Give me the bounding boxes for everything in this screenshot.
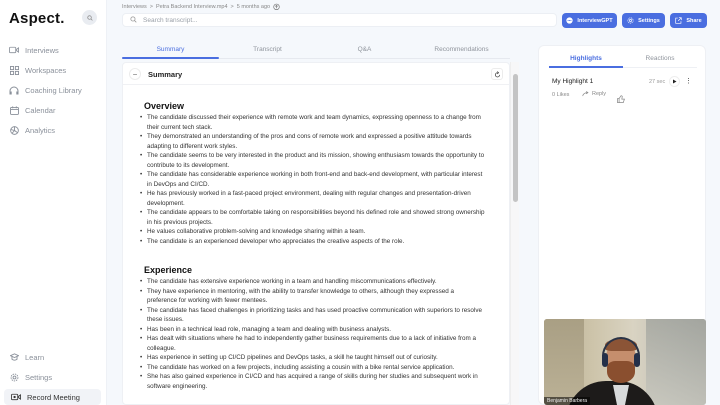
- reply-label: Reply: [592, 91, 607, 97]
- main-tabs: [122, 42, 510, 59]
- list-item: • He has previously worked in a fast-paced project environment, dealing with regular changes and presentation-driven development.: [140, 189, 485, 208]
- breadcrumb-file[interactable]: Petra Backend Interview.mp4: [155, 3, 228, 10]
- collapse-button[interactable]: [129, 68, 141, 80]
- summary-card: [122, 62, 510, 405]
- transcript-search: [122, 13, 557, 27]
- reply-button[interactable]: [582, 91, 606, 97]
- sidebar-item-label: Calendar: [25, 105, 56, 115]
- cloud-upload-icon[interactable]: [273, 3, 280, 10]
- gear-icon: [627, 17, 634, 24]
- minus-icon: −: [132, 69, 138, 79]
- search-icon: [130, 16, 138, 24]
- app-logo: Aspect.: [9, 10, 65, 27]
- list-item: • They demonstrated an understanding of the pros and cons of remote work and expressed a positive attitude towards adapting to different work styles.: [140, 132, 485, 151]
- search-input[interactable]: [143, 17, 543, 24]
- sidebar: [0, 0, 107, 405]
- breadcrumb-separator: >: [149, 3, 153, 10]
- play-icon: [672, 79, 677, 84]
- list-item: • Has been in a technical lead role, managing a team and dealing with business analysts.: [140, 325, 485, 335]
- list-item: • The candidate has considerable experience working in both front-end and back-end development, with particular interest in DevOps and CI/CD.: [140, 170, 485, 189]
- record-icon: [11, 392, 21, 402]
- sidebar-item-label: Learn: [25, 352, 45, 362]
- list-item: • The candidate has faced challenges in prioritizing tasks and has used proactive communication with superiors to resolve these issues.: [140, 306, 485, 325]
- sidebar-item-workspaces[interactable]: [0, 60, 107, 80]
- sidebar-search-button[interactable]: [82, 10, 97, 25]
- sidebar-item-settings[interactable]: [0, 367, 107, 387]
- list-item: • Has dealt with situations where he had to independently gather business requirements due to a lack of initiative from a colleague.: [140, 334, 485, 353]
- breadcrumb: [122, 3, 280, 10]
- highlight-duration: 27 sec: [649, 79, 666, 85]
- sidebar-item-label: Coaching Library: [25, 85, 82, 95]
- list-item: • They have experience in mentoring, with the ability to transfer knowledge to others, although they expressed a preference for working with fewer mentees.: [140, 287, 485, 306]
- tab-summary[interactable]: Summary: [122, 42, 219, 58]
- graduation-icon: [9, 352, 19, 362]
- gear-icon: [9, 372, 19, 382]
- record-meeting-label: Record Meeting: [27, 392, 80, 402]
- sidebar-item-label: Interviews: [25, 45, 59, 55]
- play-highlight-button[interactable]: [669, 76, 680, 87]
- sidebar-item-calendar[interactable]: [0, 100, 107, 120]
- list-item: • The candidate appears to be comfortable taking on responsibilities beyond his defined role and showed strong ownership in his previous projects.: [140, 208, 485, 227]
- sidebar-item-coaching-library[interactable]: [0, 80, 107, 100]
- sidebar-item-analytics[interactable]: [0, 120, 107, 140]
- like-button[interactable]: [617, 90, 625, 108]
- list-item: • The candidate seems to be very interested in the product and its mission, showing enthusiasm towards the opportunity to contribute to its development.: [140, 151, 485, 170]
- experience-list: [140, 277, 485, 391]
- headphones-earcup: [602, 353, 608, 367]
- list-item: • The candidate has worked on a few projects, including assisting a cousin with a bike rental service application.: [140, 363, 485, 373]
- settings-label: Settings: [638, 17, 660, 24]
- sidebar-item-label: Settings: [25, 372, 53, 382]
- list-item: • She has also gained experience in CI/CD and has acquired a range of skills during her studies and subsequent work in software engineering.: [140, 372, 485, 391]
- sidebar-item-interviews[interactable]: [0, 40, 107, 60]
- tab-recommendations[interactable]: Recommendations: [434, 46, 489, 53]
- highlight-title[interactable]: My Highlight 1: [552, 78, 594, 85]
- panel-tabs: [549, 50, 697, 68]
- breadcrumb-separator: >: [230, 3, 234, 10]
- chat-icon: [566, 17, 573, 24]
- sidebar-bottom-nav: [0, 347, 107, 387]
- tab-qa[interactable]: Q&A: [357, 46, 372, 53]
- share-label: Share: [686, 17, 702, 24]
- grid-icon: [9, 65, 19, 75]
- share-button[interactable]: [670, 13, 707, 28]
- reply-icon: [582, 91, 589, 97]
- section-title-overview: Overview: [144, 101, 185, 111]
- calendar-icon: [9, 105, 19, 115]
- tab-highlights[interactable]: Highlights: [549, 50, 623, 67]
- record-meeting-button[interactable]: [4, 389, 101, 405]
- list-item: • He values collaborative problem-solving and knowledge sharing within a team.: [140, 227, 485, 237]
- tab-transcript[interactable]: Transcript: [253, 46, 282, 53]
- more-options-icon[interactable]: ⋮: [685, 78, 692, 85]
- headphones-earcup: [634, 353, 640, 367]
- search-icon: [87, 15, 93, 21]
- tab-reactions[interactable]: Reactions: [645, 55, 675, 62]
- participant-figure: [607, 361, 635, 383]
- summary-card-header: [123, 63, 509, 85]
- refresh-icon: [494, 71, 501, 78]
- regenerate-button[interactable]: [491, 68, 503, 80]
- section-title-experience: Experience: [144, 265, 193, 275]
- interviewgpt-label: InterviewGPT: [577, 17, 613, 24]
- participant-video[interactable]: [544, 319, 706, 405]
- breadcrumb-date: 5 months ago: [236, 3, 271, 10]
- video-background: [646, 319, 706, 405]
- list-item: • The candidate is an experienced developer who appreciates the creative aspects of the role.: [140, 237, 485, 247]
- card-title: Summary: [148, 70, 183, 79]
- list-item: • Has experience in setting up CI/CD pipelines and DevOps tasks, a skill he taught himself out of curiosity.: [140, 353, 485, 363]
- video-camera-icon: [9, 45, 19, 55]
- interviewgpt-button[interactable]: [562, 13, 617, 28]
- highlight-likes: 0 Likes: [552, 92, 570, 98]
- thumbs-up-icon: [617, 95, 625, 103]
- list-item: • The candidate has extensive experience working in a team and handling miscommunications effectively.: [140, 277, 485, 287]
- analytics-icon: [9, 125, 19, 135]
- headphones-icon: [9, 85, 19, 95]
- sidebar-item-label: Analytics: [25, 125, 56, 135]
- share-icon: [675, 17, 682, 24]
- participant-name: Benjamin Barbera: [544, 397, 590, 405]
- sidebar-nav: [0, 40, 107, 140]
- scrollbar-thumb[interactable]: [513, 74, 518, 202]
- breadcrumb-interviews[interactable]: Interviews: [122, 3, 147, 10]
- sidebar-item-label: Workspaces: [25, 65, 67, 75]
- sidebar-item-learn[interactable]: [0, 347, 107, 367]
- list-item: • The candidate discussed their experience with remote work and team dynamics, expressing openness to a change from their current tech stack.: [140, 113, 485, 132]
- overview-list: [140, 113, 485, 246]
- summary-scrollbar[interactable]: [510, 62, 519, 405]
- settings-button[interactable]: [622, 13, 665, 28]
